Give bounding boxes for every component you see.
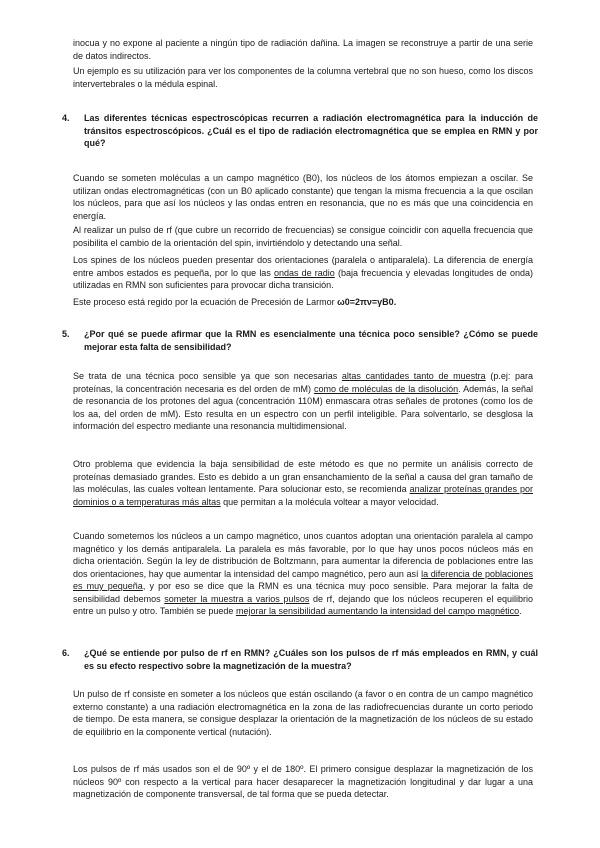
q5-a1-underline-1: altas cantidades tanto de muestra xyxy=(341,371,486,381)
q5-a1-text-mid: (p.ej: para proteínas, la concentración necesaria es del orden de mM) xyxy=(73,371,533,394)
question-6 xyxy=(62,647,538,672)
q4-a3-text-end: (baja frecuencia y elevadas longitudes de onda) utilizadas en RMN son suficientes para provocar dicha transición. xyxy=(73,267,533,290)
question-4-text: Las diferentes técnicas espectroscópicas recurren a radiación electromagnética para la inducción de tránsitos espectroscópicos. ¿Cuál es el tipo de radiación electromagnética que se emplea en RMN y por qué? xyxy=(84,113,538,148)
question-5-text: ¿Por qué se puede afirmar que la RMN es esencialmente una técnica poco sensible? ¿Cómo se puede mejorar esta falta de sensibilidad? xyxy=(84,329,538,352)
question-4 xyxy=(62,112,538,150)
larmor-equation: ω0=2πν=γB0. xyxy=(337,297,397,307)
q4-answer-paragraph-2: Al realizar un pulso de rf (que cubre un recorrido de frecuencias) se consigue coincidir con aquella frecuencia que posibilita el cambio de la orientación del spin, invirtiéndolo y detectando una señal. xyxy=(73,225,533,248)
q4-a3-underline: ondas de radio xyxy=(273,267,335,278)
q4-answer-paragraph-1: Cuando se someten moléculas a un campo magnético (B0), los núcleos de los átomos empiezan a oscilar. Se utilizan ondas electromagnéticas (con un B0 aplicado constante) que tengan la misma frecuencia a la que oscilan los núcleos, para que así los núcleos y las ondas entren en resonancia, que no es más que una coincidencia en energía. xyxy=(73,173,533,221)
q5-a3-text-mid2: de rf, dejando que los núcleos recuperen el equilibrio entre un pulso y otro. También se puede xyxy=(73,593,534,616)
q5-a1-text: Se trata de una técnica poco sensible ya que son necesarias xyxy=(73,371,342,381)
q5-a1-text-end: . Además, la señal de resonancia de los protones del agua (concentración 110M) enmascara otras señales de protones (como los de los aa, del orden de mM). Esto resulta en un espectro con un perfil inteligible. Para solventarlo, se desglosa la información del espectro mediante una resonancia multidimensional. xyxy=(73,383,533,431)
q5-answer-paragraph-2 xyxy=(73,458,533,508)
q5-answer-paragraph-1 xyxy=(73,370,533,433)
q5-a3-underline-2: someter la muestra a varios pulsos xyxy=(164,593,310,604)
q5-a1-underline-2: como de moléculas de la disolución xyxy=(313,383,459,394)
q5-a3-text-mid: , y por eso se dice que la RMN es una técnica muy poco sensible. Para mejorar la falta de sensibilidad debemos xyxy=(73,581,533,604)
q5-a2-underline: analizar proteínas grandes por dominios o a temperaturas más altas xyxy=(73,484,533,507)
q5-a3-underline-3: mejorar la sensibilidad aumentando la intensidad del campo magnético xyxy=(235,606,520,616)
q4-a3-text: Los spines de los núcleos pueden presentar dos orientaciones (paralela o antiparalela). La diferencia de energía entre ambos estados es pequeña, por lo que las xyxy=(73,255,533,278)
intro-paragraph-2: Un ejemplo es su utilización para ver los componentes de la columna vertebral que no son hueso, como los discos intervertebrales o la médula espinal. xyxy=(73,66,533,89)
q6-answer-paragraph-2: Los pulsos de rf más usados son el de 90º y el de 180º. El primero consigue desplazar la magnetización de los núcleos 90º con respecto a la vertical para hacer desaparecer la magnetización longitudinal y dar lugar a una magnetización de componente transversal, de tal forma que se pueda detectar. xyxy=(73,764,533,799)
question-5 xyxy=(62,328,538,353)
q5-answer-paragraph-3 xyxy=(73,530,533,618)
q5-a2-text: Otro problema que evidencia la baja sensibilidad de este método es que no permite un análisis correcto de proteínas demasiado grandes. Esto es debido a un gran ensanchamiento de la señal a causa del gran tamaño de las moléculas, las cuales voltean lentamente. Para solucionar esto, se recomienda xyxy=(73,459,533,494)
q6-answer-paragraph-1: Un pulso de rf consiste en someter a los núcleos que están oscilando (a favor o en contra de un campo magnético externo constante) a una radiación electromagnética en la zona de las radiofrecuencias durante un corto periodo de tiempo. De esta manera, se consigue desplazar la orientación de la magnetización de los núcleos de su estado de equilibrio en la componente vertical (nutación). xyxy=(73,689,533,737)
q5-a2-text-end: que permitan a la molécula voltear a mayor velocidad. xyxy=(220,496,439,507)
q5-a3-text: Cuando sometemos los núcleos a un campo magnético, unos cuantos adoptan una orientación paralela al campo magnético y los demás antiparalela. La paralela es más favorable, por lo que hay unos pocos núcleos más en dicha orientación. Según la ley de distribución de Boltzmann, para aumentar la diferencia de poblaciones entre las dos orientaciones, hay que aumentar la intensidad del campo magnético, pero aun así xyxy=(73,531,533,579)
question-4-number: 4. xyxy=(62,113,70,123)
q5-a3-underline-1: la diferencia de poblaciones es muy pequeña xyxy=(73,568,533,591)
question-5-number: 5. xyxy=(62,329,70,339)
q4-answer-paragraph-4 xyxy=(73,296,533,309)
q4-answer-paragraph-3 xyxy=(73,254,533,292)
question-6-text: ¿Qué se entiende por pulso de rf en RMN? ¿Cuáles son los pulsos de rf más empleados en RMN, y cuál es su efecto respectivo sobre la magnetización de la muestra? xyxy=(84,648,538,671)
intro-paragraph-1: inocua y no expone al paciente a ningún tipo de radiación dañina. La imagen se reconstruye a partir de una serie de datos indirectos. xyxy=(73,38,533,61)
q5-a3-text-end: . xyxy=(519,606,522,616)
q4-a4-text: Este proceso está regido por la ecuación de Precesión de Larmor xyxy=(73,297,338,307)
question-6-number: 6. xyxy=(62,648,70,658)
